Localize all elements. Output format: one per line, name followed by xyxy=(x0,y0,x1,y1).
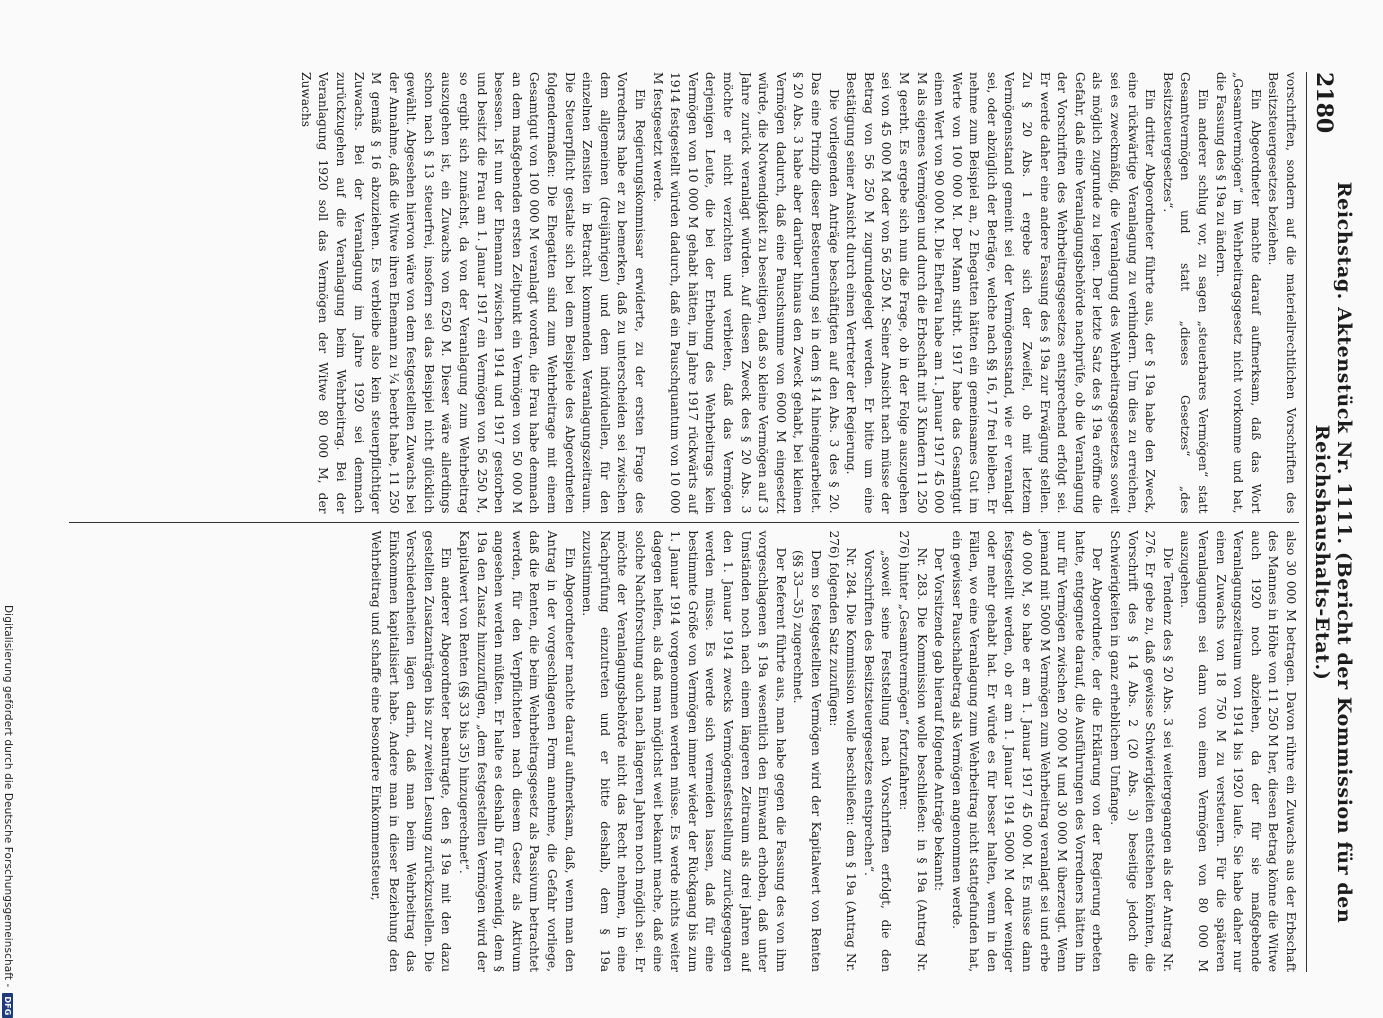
quoted-amendment: Dem so festgestellten Vermögen wird der Kapitalwert von Renten (§§ 33—35) zugerechnet. xyxy=(791,550,823,972)
paragraph: Ein anderer schlug vor, zu sagen „steuerbares Vermögen“ statt Gesamtvermögen und statt „dieses Gesetzes“ „des Besitzsteuergesetzes“. xyxy=(1160,72,1211,514)
paragraph: also 30 000 M betragen. Davon rühre ein Zuwachs aus der Erbschaft des Mannes in Höhe von 11 250 M her, diesen Betrag könne die Witwe auch 1920 noch abziehen, da der für sie maßgebende Veranlagungszeitraum von 1914 bis 1920 laufe. Sie habe daher nur einen Zuwachs von 18 750 M zu versteuern. Für die späteren Veranlagungen sei dann von einem Vermögen von 80 000 M auszugehen. xyxy=(1178,530,1298,972)
page-number: 2180 xyxy=(1311,72,1337,134)
paragraph: Der Vorsitzende gab hierauf folgende Anträge bekannt: xyxy=(932,547,947,891)
paragraph: Der Abgeordnete, der die Erklärung von der Regierung erbeten hatte, entgegnete darauf, die Ausführungen des Vorredners hätten ihn nur für Vermögen zwischen 20 000 M und 30 000 M überzeugt. Wenn jemand mit 5000 M Vermögen zum Wehrbeitrag veranlagt sei und erbe 40 000 M, so habe er am 1. Januar 1917 45 000 M. Es müsse dann festgestellt werden, ob er am 1. Januar 1914 5000 M oder weniger oder mehr gehabt hat. Er würde es für besser halten, wenn in den Fällen, wo eine Veranlagung zum Wehrbeitrag nicht stattgefunden hat, ein gewisser Pauschalbetrag als Vermögen angenommen werde. xyxy=(949,530,1105,972)
paragraph: Ein anderer Abgeordneter beantragte, den § 19a mit den dazu gestellten Zusatzanträgen bis zur zweiten Lesung zurückzustellen. Die Verschiedenheiten lägen darin, daß man beim Wehrbeitrag das Einkommen kapitalisiert habe. Andere man in dieser Beziehung den Wehrbeitrag und schaffe eine besondere Einkommensteuer, xyxy=(369,530,454,972)
paragraph: Nr. 284. Die Kommission wolle beschließen: dem § 19a (Antrag Nr. 276) folgenden Satz zuzufügen: xyxy=(826,530,859,972)
scanned-page-area xyxy=(57,62,1357,992)
side-credit xyxy=(0,0,28,1016)
dfg-credit-text: Digitalisierung gefördert durch die Deutsche Forschungsgemeinschaft - xyxy=(2,605,14,988)
quoted-amendment: „soweit seine Feststellung nach Vorschriften erfolgt, die den Vorschriften des Besitzsteuergesetzes entsprechen“. xyxy=(861,550,894,972)
paragraph: Ein Abgeordneter machte darauf aufmerksam, daß das Wort „Gesamtvermögen“ im Wehrbeitragsgesetz nicht vorkomme und bat, die Fassung des § 19a zu ändern. xyxy=(1213,72,1263,514)
page-title: Reichstag. Aktenstück Nr. 1111. (Bericht der Kommission für den Reichshaushalts-Etat.) xyxy=(1311,181,1355,924)
text-columns xyxy=(69,72,1299,972)
running-head xyxy=(1306,72,1355,972)
paragraph: Die Tendenz des § 20 Abs. 3 sei weitergegangen als der Antrag Nr. 276. Er gebe zu, daß gewisse Schwierigkeiten entstehen könnten, die Vorschrift des § 14 Abs. 2 (20 Abs. 3) beseitige jedoch die Schwierigkeiten in ganz erheblichem Umfange. xyxy=(1108,530,1175,972)
scanned-page xyxy=(57,62,1357,992)
column-left xyxy=(69,72,1299,522)
paragraph: Der Referent führte aus, man habe gegen die Fassung des von ihm vorgeschlagenen § 19a wesentlich den Einwand erhoben, daß unter Umständen noch nach einem längeren Zeitraum als drei Jahren auf den 1. Januar 1914 zwecks Vermögensfeststellung zurückgegangen werden müsse. Es werde sich vermeiden lassen, daß für eine bestimmte Größe von Vermögen immer wieder der Rückgang bis zum 1. Januar 1914 vorgenommen werden müsse. Es werde nichts weiter dagegen helfen, als daß man möglichst weit bekannt mache, daß eine solche Nachforschung auch nach längeren Jahren noch möglich sei. Er möchte der Veranlagungsbehörde nicht das Recht nehmen, in eine Nachprüfung einzutreten und er bitte deshalb, dem § 19a zuzustimmen. xyxy=(580,530,788,972)
column-right xyxy=(69,522,1299,973)
paragraph: Ein Regierungskommissar erwiderte, zu der ersten Frage des Vorredners habe er zu bemerken, daß zu unterscheiden sei zwischen dem allgemeinen (dreijährigen) und dem individuellen, für den einzelnen Zensiten in Betracht kommenden Veranlagungszeitraum. Die Steuerpflicht gestalte sich bei dem Beispiele des Abgeordneten folgendermaßen: Die Ehegatten sind zum Wehrbeitrage mit einem Gesamtgut von 100 000 M veranlagt worden, die Frau habe demnach an dem maßgebenden ersten Zeitpunkt ein Vermögen von 50 000 M besessen. Ist nun der Ehemann zwischen 1914 und 1917 gestorben und besitzt die Frau am 1. Januar 1917 ein Vermögen von 56 250 M, so ergibt sich zunächst, da von der Veranlagung zum Wehrbeitrag auszugehen ist, ein Zuwachs von 6250 M. Dieser wäre allerdings schon nach § 13 steuerfrei, insofern sei das Beispiel nicht glücklich gewählt. Abgesehen hiervon wäre von dem festgestellten Zuwachs bei der Annahme, daß die Witwe ihren Ehemann zu ¼ beerbt habe, 11 250 M gemäß § 16 abzuziehen. Es verbleibe also kein steuerpflichtiger Zuwachs. Bei der Veranlagung im Jahre 1920 sei demnach zurückzugehen auf die Veranlagung beim Wehrbeitrag. Bei der Veranlagung 1920 soll das Vermögen der Witwe 80 000 M, der Zuwachs xyxy=(298,72,648,514)
paragraph: vorschriften, sondern auf die materiellrechtlichen Vorschriften des Besitzsteuergesetzes beziehen. xyxy=(1266,72,1298,514)
paragraph: Die vorliegenden Anträge beschäftigten auf den Abs. 3 des § 20. Das eine Prinzip dieser Besteuerung sei in dem § 14 hineingearbeitet. § 20 Abs. 3 habe aber darüber hinaus den Zweck gehabt, bei kleinen Vermögen dadurch, daß eine Pauschsumme von 6000 M eingesetzt würde, die Notwendigkeit zu beseitigen, daß so kleine Vermögen auf 3 Jahre zurück veranlagt würden. Auf diesen Zweck des § 20 Abs. 3 möchte er nicht verzichten und verbieten, daß das Vermögen derjenigen Leute, die bei der Erhebung des Wehrbeitrags kein Vermögen von 10 000 M gehabt hätten, im Jahre 1917 rückwärts auf 1914 festgestellt würden dadurch, daß ein Pauschquantum von 10 000 M festgesetzt werde. xyxy=(650,72,841,514)
paragraph: Ein dritter Abgeordneter führte aus, der § 19a habe den Zweck, eine rückwärtige Veranlagung zu verhindern. Um dies zu erreichen, sei es zweckmäßig, die Veranlagung des Wehrbeitragsgesetzes soweit als möglich zugrunde zu legen. Der letzte Satz des § 19a eröffne die Gefahr, daß eine Veranlagungsbehörde nachprüfe, ob die Veranlagung der Vorschriften des Wehrbeitragsgesetzes entsprechend erfolgt sei. Er werde daher eine andere Fassung des § 19a zur Erwägung stellen. Zu § 20 Abs. 1 ergebe sich der Zweifel, ob mit letztem Vermögensstand gemeint sei der Vermögensstand, wie er veranlagt sei, oder abzüglich der Beträge, welche nach §§ 16, 17 frei bleiben. Er nehme zum Beispiel an, 2 Ehegatten hätten ein gemeinsames Gut im Werte von 100 000 M. Der Mann stirbt. 1917 habe das Gesamtgut einen Wert von 90 000 M. Die Ehefrau habe am 1. Januar 1917 45 000 M als eigenes Vermögen und durch die Erbschaft mit 3 Kindern 11 250 M geerbt. Es ergebe sich nun die Frage, ob in der Folge auszugehen sei von 45 000 M oder von 56 250 M. Seiner Ansicht nach müsse der Betrag von 56 250 M zugrundegelegt werden. Er bitte um eine Bestätigung seiner Ansicht durch einen Vertreter der Regierung. xyxy=(844,72,1158,514)
paragraph: Ein Abgeordneter machte darauf aufmerksam, daß, wenn man den Antrag in der vorgeschlagenen Form annehme, die Gefahr vorliege, daß die Renten, die beim Wehrbeitragsgesetz als Passivum betrachtet werden, für den Verpflichteten nach diesem Gesetz als Aktivum angesehen werden müßten. Er halte es deshalb für notwendig, dem § 19a den Zusatz hinzuzufügen, „dem festgestellten Vermögen wird der Kapitalwert von Renten (§§ 33 bis 35) hinzugerechnet“. xyxy=(457,530,577,972)
dfg-logo: DFG xyxy=(3,993,14,1018)
paragraph: Nr. 283. Die Kommission wolle beschließen: in § 19a (Antrag Nr. 276) hinter „Gesamtvermögen“ fortzufahren: xyxy=(896,530,929,972)
side-credit-text-wrap xyxy=(2,605,14,1018)
